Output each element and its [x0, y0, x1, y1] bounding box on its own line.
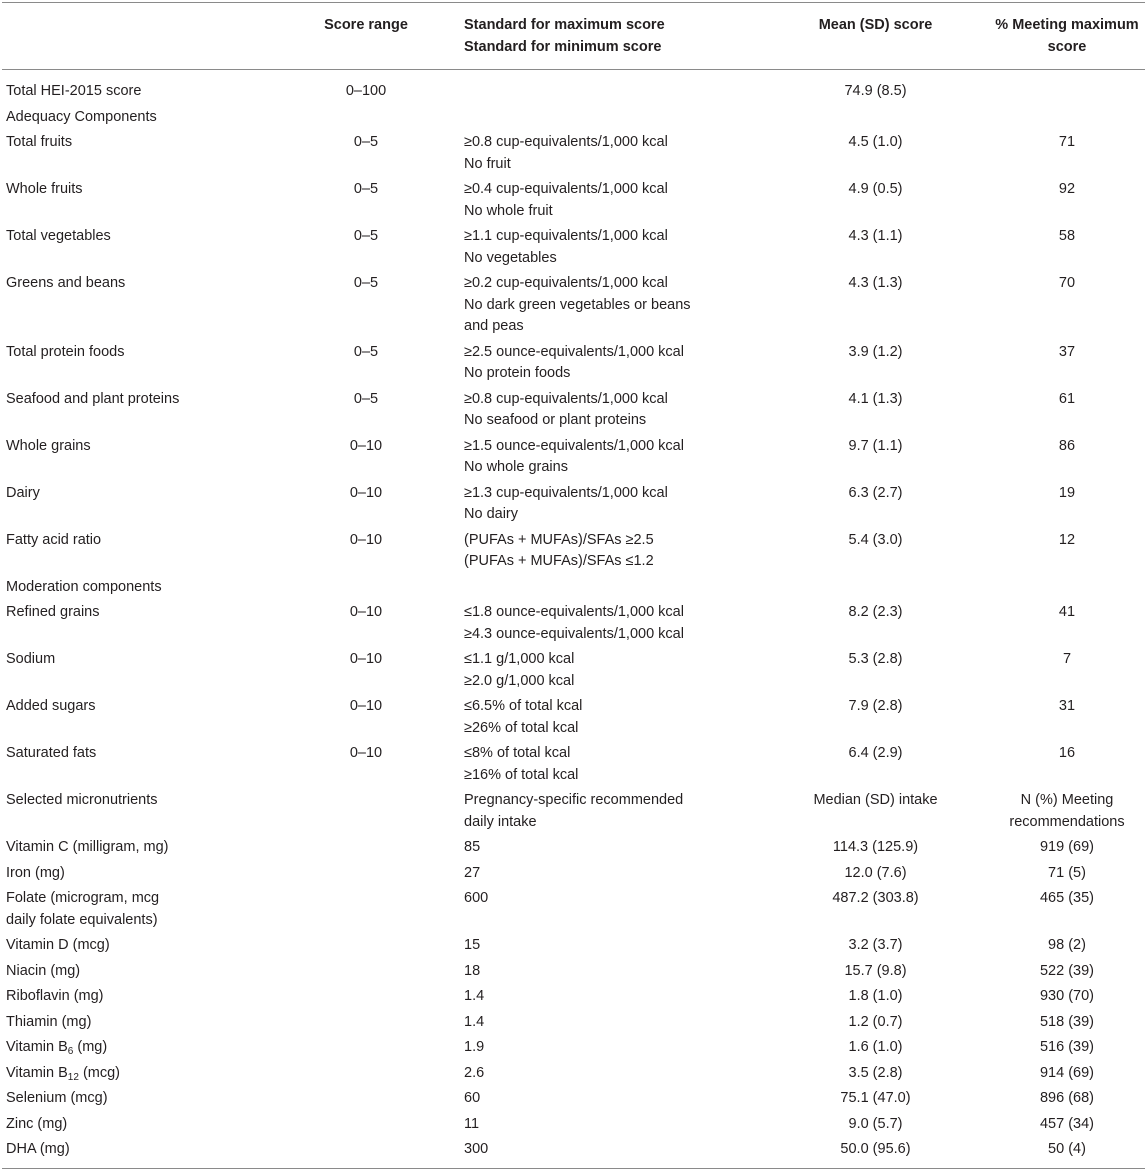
pct-cell: 16	[1058, 745, 1076, 761]
nutrient-label-line: daily folate equivalents)	[6, 911, 158, 928]
pct-cell: 92	[1058, 181, 1076, 197]
table-row	[2, 984, 1145, 1010]
mean-cell: 5.3 (2.8)	[848, 651, 903, 667]
score-range-cell	[272, 1035, 460, 1061]
standard-line: ≥1.5 ounce-equivalents/1,000 kcal	[464, 437, 684, 454]
standard-line: No whole grains	[464, 459, 568, 475]
table-row	[2, 1137, 1145, 1168]
mean-cell: Median (SD) intake	[813, 792, 938, 808]
meeting-cell: 516 (39)	[1039, 1039, 1094, 1055]
table-header-row	[2, 3, 1145, 70]
table-row	[2, 1010, 1145, 1036]
pct-line: recommendations	[1009, 813, 1125, 830]
table-row	[2, 835, 1145, 861]
standard-cell	[460, 647, 776, 694]
median-cell: 3.5 (2.8)	[848, 1064, 903, 1081]
nutrient-label-line: Folate (microgram, mcg	[6, 890, 160, 906]
standard-line: ≥0.2 cup-equivalents/1,000 kcal	[464, 275, 668, 291]
mean-cell: 4.9 (0.5)	[848, 181, 903, 197]
score-range-cell	[272, 861, 460, 887]
component-label: Fatty acid ratio	[6, 531, 102, 548]
score-range-cell: 0–5	[353, 275, 379, 291]
table-row	[2, 694, 1145, 741]
pct-cell: 7	[1062, 651, 1072, 667]
component-label: Refined grains	[6, 604, 100, 620]
standard-line: daily intake	[464, 813, 537, 830]
median-cell: 9.0 (5.7)	[848, 1115, 903, 1132]
score-range-cell: 0–5	[353, 390, 379, 407]
standard-line: ≥0.8 cup-equivalents/1,000 kcal	[464, 390, 668, 407]
component-label: Sodium	[6, 651, 56, 667]
component-label: Selected micronutrients	[6, 792, 158, 808]
meeting-cell: 518 (39)	[1039, 1013, 1094, 1030]
table-row	[2, 1086, 1145, 1112]
nutrient-label: Vitamin D (mcg)	[6, 937, 110, 953]
table-row	[2, 340, 1145, 387]
standard-line: (PUFAs + MUFAs)/SFAs ≥2.5	[464, 531, 654, 548]
standard-cell	[460, 224, 776, 271]
score-range-cell: 0–10	[349, 698, 383, 714]
standard-cell	[460, 575, 776, 601]
pct-cell	[975, 575, 1145, 601]
standard-cell	[460, 105, 776, 131]
nutrient-label	[2, 886, 272, 933]
score-range-cell	[272, 959, 460, 985]
mean-cell: 4.3 (1.3)	[848, 275, 903, 291]
standard-line: ≥0.8 cup-equivalents/1,000 kcal	[464, 134, 668, 150]
score-range-cell	[272, 984, 460, 1010]
header-component	[2, 3, 272, 70]
standard-cell	[460, 600, 776, 647]
meeting-cell: 465 (35)	[1039, 890, 1094, 906]
standard-cell	[460, 694, 776, 741]
recommended-intake-cell: 300	[464, 1141, 489, 1157]
mean-cell: 74.9 (8.5)	[844, 83, 907, 99]
score-range-cell	[272, 835, 460, 861]
score-range-cell: 0–10	[349, 531, 383, 548]
standard-cell	[460, 387, 776, 434]
recommended-intake-cell: 1.4	[464, 1013, 485, 1030]
pct-cell: 41	[1058, 604, 1076, 620]
pct-line: N (%) Meeting	[1020, 792, 1114, 808]
table-row	[2, 387, 1145, 434]
table-row	[2, 575, 1145, 601]
score-range-cell: 0–10	[349, 651, 383, 667]
nutrient-label: Selenium (mcg)	[6, 1090, 108, 1106]
table-row	[2, 481, 1145, 528]
standard-cell	[460, 434, 776, 481]
standard-cell	[460, 340, 776, 387]
standard-line: ≥1.1 cup-equivalents/1,000 kcal	[464, 228, 668, 244]
mean-cell: 5.4 (3.0)	[848, 531, 903, 548]
nutrient-label: Riboflavin (mg)	[6, 988, 104, 1004]
score-range-cell	[272, 886, 460, 933]
score-range-cell: 0–5	[353, 228, 379, 244]
score-range-cell	[272, 1112, 460, 1138]
table-row	[2, 1112, 1145, 1138]
pct-cell: 19	[1058, 484, 1076, 501]
standard-cell	[460, 788, 776, 835]
table-row	[2, 70, 1145, 105]
mean-cell: 4.1 (1.3)	[848, 390, 903, 407]
table-row	[2, 528, 1145, 575]
header-pct-max: % Meeting maximum score	[995, 17, 1139, 55]
median-cell: 15.7 (9.8)	[844, 962, 907, 979]
pct-cell: 71	[1058, 134, 1076, 150]
mean-cell: 4.3 (1.1)	[848, 228, 903, 244]
component-label: Adequacy Components	[6, 108, 157, 125]
standard-cell	[460, 130, 776, 177]
standard-line: ≥26% of total kcal	[464, 719, 579, 736]
table-body	[2, 70, 1145, 1169]
table-row	[2, 1035, 1145, 1061]
pct-cell: 31	[1058, 698, 1076, 714]
mean-cell	[776, 105, 975, 131]
standard-line: ≥16% of total kcal	[464, 766, 579, 783]
standard-cell	[460, 177, 776, 224]
table-row	[2, 105, 1145, 131]
score-range-cell: 0–100	[345, 83, 387, 99]
pct-cell	[975, 105, 1145, 131]
standard-line: ≥0.4 cup-equivalents/1,000 kcal	[464, 181, 668, 197]
pct-cell: 70	[1058, 275, 1076, 291]
recommended-intake-cell: 60	[464, 1090, 481, 1106]
median-cell: 12.0 (7.6)	[844, 864, 907, 881]
mean-cell: 6.3 (2.7)	[848, 484, 903, 501]
subscript: 12	[67, 1071, 79, 1083]
component-label: Dairy	[6, 484, 40, 501]
median-cell: 114.3 (125.9)	[832, 839, 919, 855]
score-range-cell	[272, 1137, 460, 1168]
meeting-cell: 919 (69)	[1039, 839, 1094, 855]
table-row	[2, 861, 1145, 887]
header-mean-sd: Mean (SD) score	[818, 17, 933, 33]
table-row	[2, 224, 1145, 271]
header-standard-max: Standard for maximum score	[464, 17, 665, 33]
standard-line: No seafood or plant proteins	[464, 412, 647, 428]
subscript: 6	[67, 1046, 74, 1057]
score-range-cell	[272, 105, 460, 131]
standard-line: ≤6.5% of total kcal	[464, 698, 583, 714]
table-row	[2, 271, 1145, 340]
recommended-intake-cell: 18	[464, 962, 481, 979]
standard-line: ≤1.1 g/1,000 kcal	[464, 651, 575, 667]
table-row	[2, 600, 1145, 647]
score-range-cell: 0–5	[353, 343, 379, 360]
mean-cell: 9.7 (1.1)	[848, 437, 903, 454]
component-label: Total fruits	[6, 134, 73, 150]
component-label: Moderation components	[6, 578, 162, 595]
standard-line: No protein foods	[464, 365, 571, 381]
component-label: Added sugars	[6, 698, 96, 714]
median-cell: 1.2 (0.7)	[848, 1013, 903, 1030]
table-row	[2, 741, 1145, 788]
standard-cell	[460, 481, 776, 528]
median-cell: 75.1 (47.0)	[840, 1090, 911, 1106]
table-row	[2, 788, 1145, 835]
header-standard	[460, 3, 776, 70]
pct-cell: 86	[1058, 437, 1076, 454]
pct-cell: 37	[1058, 343, 1076, 360]
recommended-intake-cell: 11	[464, 1115, 480, 1132]
recommended-intake-cell: 2.6	[464, 1064, 485, 1081]
nutrient-label: Vitamin $B_6$ (mg)	[6, 1039, 108, 1057]
mean-cell: 7.9 (2.8)	[848, 698, 903, 714]
standard-line: No fruit	[464, 155, 511, 172]
component-label: Total vegetables	[6, 228, 111, 244]
component-label: Saturated fats	[6, 745, 97, 761]
meeting-cell: 896 (68)	[1039, 1090, 1094, 1106]
standard-line: Pregnancy-specific recommended	[464, 792, 684, 808]
standard-line: (PUFAs + MUFAs)/SFAs ≤1.2	[464, 553, 654, 569]
standard-line: and peas	[464, 318, 524, 334]
nutrient-label: DHA (mg)	[6, 1141, 70, 1157]
score-range-cell: 0–5	[353, 134, 379, 150]
score-range-cell	[272, 1010, 460, 1036]
standard-line: ≤1.8 ounce-equivalents/1,000 kcal	[464, 604, 684, 620]
nutrient-label: Vitamin C (milligram, mg)	[6, 839, 169, 855]
standard-cell	[460, 528, 776, 575]
recommended-intake-cell: 27	[464, 864, 481, 881]
score-range-cell	[272, 575, 460, 601]
table-row	[2, 933, 1145, 959]
pct-cell	[975, 788, 1145, 835]
nutrient-label: Thiamin (mg)	[6, 1013, 92, 1030]
standard-line: ≥4.3 ounce-equivalents/1,000 kcal	[464, 625, 684, 642]
meeting-cell: 930 (70)	[1039, 988, 1094, 1004]
table-row	[2, 959, 1145, 985]
pct-cell: 58	[1058, 228, 1076, 244]
meeting-cell: 71 (5)	[1048, 864, 1086, 881]
recommended-intake-cell: 85	[464, 839, 481, 855]
mean-cell: 6.4 (2.9)	[848, 745, 903, 761]
header-score-range: Score range	[324, 17, 408, 33]
recommended-intake-cell: 600	[464, 890, 489, 906]
score-range-cell	[272, 1086, 460, 1112]
meeting-cell: 457 (34)	[1039, 1115, 1094, 1132]
standard-line: No dairy	[464, 506, 518, 522]
recommended-intake-cell: 15	[464, 937, 481, 953]
standard-line: ≥1.3 cup-equivalents/1,000 kcal	[464, 484, 668, 501]
pct-cell: 61	[1058, 390, 1076, 407]
standard-cell	[460, 741, 776, 788]
component-label: Seafood and plant proteins	[6, 390, 180, 407]
standard-line: ≥2.0 g/1,000 kcal	[464, 672, 575, 689]
mean-cell: 4.5 (1.0)	[848, 134, 903, 150]
nutrient-label: Iron (mg)	[6, 864, 65, 881]
score-range-cell	[272, 788, 460, 835]
standard-line: No whole fruit	[464, 202, 553, 219]
score-range-cell: 0–10	[349, 484, 383, 501]
nutrient-label: Vitamin $B_{12}$ (mcg)	[6, 1064, 121, 1083]
meeting-cell: 522 (39)	[1039, 962, 1094, 979]
meeting-cell: 914 (69)	[1039, 1064, 1094, 1081]
component-label: Whole grains	[6, 437, 91, 454]
median-cell: 1.6 (1.0)	[848, 1039, 903, 1055]
table-row	[2, 886, 1145, 933]
score-range-cell: 0–10	[349, 604, 383, 620]
score-range-cell	[272, 1061, 460, 1087]
median-cell: 3.2 (3.7)	[848, 937, 903, 953]
component-label: Whole fruits	[6, 181, 83, 197]
recommended-intake-cell: 1.9	[464, 1039, 485, 1055]
mean-cell: 8.2 (2.3)	[848, 604, 903, 620]
table-row	[2, 647, 1145, 694]
component-label: Total protein foods	[6, 343, 125, 360]
recommended-intake-cell: 1.4	[464, 988, 485, 1004]
standard-line: ≥2.5 ounce-equivalents/1,000 kcal	[464, 343, 684, 360]
mean-cell	[776, 575, 975, 601]
table-row	[2, 1061, 1145, 1087]
standard-cell	[460, 271, 776, 340]
nutrient-label: Niacin (mg)	[6, 962, 81, 979]
standard-line: ≤8% of total kcal	[464, 745, 571, 761]
table-row	[2, 177, 1145, 224]
score-range-cell: 0–10	[349, 437, 383, 454]
mean-cell: 3.9 (1.2)	[848, 343, 903, 360]
meeting-cell: 98 (2)	[1048, 937, 1086, 953]
standard-cell	[460, 70, 776, 105]
median-cell: 50.0 (95.6)	[840, 1141, 911, 1157]
median-cell: 487.2 (303.8)	[832, 890, 919, 906]
pct-cell	[975, 70, 1145, 105]
score-range-cell	[272, 933, 460, 959]
component-label: Total HEI-2015 score	[6, 83, 142, 99]
meeting-cell: 50 (4)	[1048, 1141, 1086, 1157]
score-range-cell: 0–5	[353, 181, 379, 197]
table-row	[2, 130, 1145, 177]
nutrient-label: Zinc (mg)	[6, 1115, 68, 1132]
hei-nutrient-table	[2, 2, 1145, 1169]
pct-cell: 12	[1058, 531, 1076, 548]
median-cell: 1.8 (1.0)	[848, 988, 903, 1004]
standard-line: No dark green vegetables or beans	[464, 296, 691, 313]
table-row	[2, 434, 1145, 481]
header-standard-min: Standard for minimum score	[464, 38, 662, 55]
score-range-cell: 0–10	[349, 745, 383, 761]
component-label: Greens and beans	[6, 275, 126, 291]
standard-line: No vegetables	[464, 249, 557, 266]
